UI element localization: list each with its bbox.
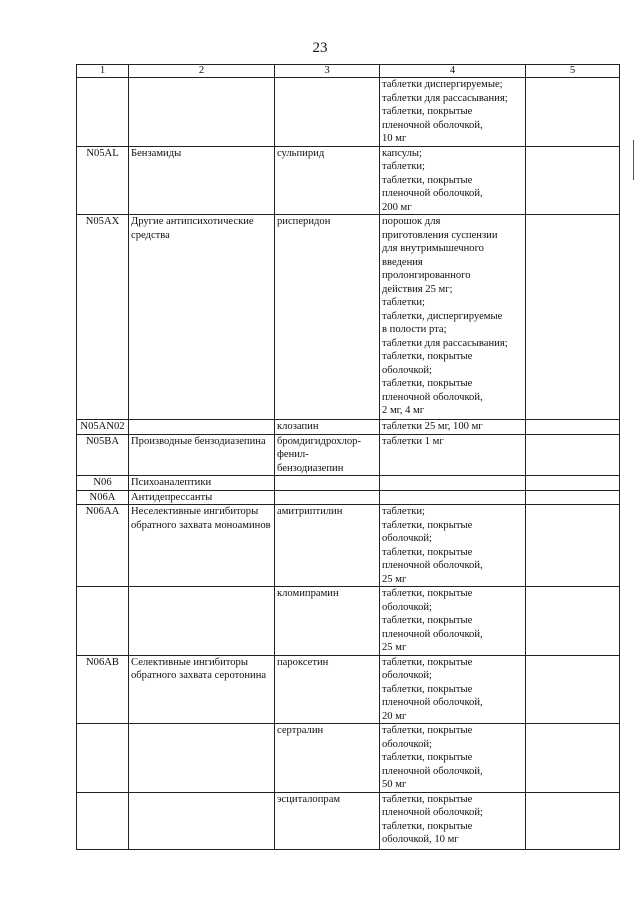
cell-note <box>526 724 620 793</box>
cell-drug-name: амитриптилин <box>275 505 380 587</box>
cell-drug-name: эсциталопрам <box>275 792 380 849</box>
cell-note <box>526 587 620 656</box>
cell-note <box>526 655 620 724</box>
cell-dosage-forms <box>380 490 526 505</box>
cell-atc-code: N06 <box>77 476 129 491</box>
cell-dosage-forms: таблетки, покрытые оболочкой; таблетки, покрытые пленочной оболочкой, 50 мг <box>380 724 526 793</box>
table-row <box>77 476 620 491</box>
cell-dosage-forms <box>380 476 526 491</box>
cell-dosage-forms: капсулы; таблетки; таблетки, покрытые пленочной оболочкой, 200 мг <box>380 146 526 215</box>
cell-dosage-forms: таблетки, покрытые пленочной оболочкой; таблетки, покрытые оболочкой, 10 мг <box>380 792 526 849</box>
cell-atc-code <box>77 792 129 849</box>
cell-note <box>526 78 620 147</box>
cell-dosage-forms: таблетки, покрытые оболочкой; таблетки, покрытые пленочной оболочкой, 20 мг <box>380 655 526 724</box>
cell-group-name: Неселективные ингибиторы обратного захвата моноаминов <box>129 505 275 587</box>
cell-atc-code: N05AX <box>77 215 129 420</box>
cell-note <box>526 505 620 587</box>
cell-atc-code: N05AL <box>77 146 129 215</box>
cell-drug-name <box>275 78 380 147</box>
cell-group-name <box>129 792 275 849</box>
cell-drug-name: кломипрамин <box>275 587 380 656</box>
cell-group-name: Антидепрессанты <box>129 490 275 505</box>
cell-atc-code <box>77 78 129 147</box>
cell-note <box>526 146 620 215</box>
cell-note <box>526 434 620 476</box>
cell-drug-name: бромдигидрохлор- фенил- бензодиазепин <box>275 434 380 476</box>
cell-drug-name <box>275 476 380 491</box>
column-header: 5 <box>526 65 620 78</box>
table-header-row <box>77 65 620 78</box>
table-row <box>77 215 620 420</box>
cell-note <box>526 476 620 491</box>
cell-dosage-forms: таблетки; таблетки, покрытые оболочкой; таблетки, покрытые пленочной оболочкой, 25 мг <box>380 505 526 587</box>
cell-atc-code <box>77 587 129 656</box>
cell-dosage-forms: порошок для приготовления суспензии для внутримышечного введения пролонгированного действия 25 мг; таблетки; таблетки, диспергируемые в полости рта; таблетки для рассасывания; таблетки, покрытые оболочкой; таблетки, покрытые пленочной оболочкой, 2 мг, 4 мг <box>380 215 526 420</box>
page-number: 23 <box>312 40 328 56</box>
cell-group-name <box>129 78 275 147</box>
table-row <box>77 724 620 793</box>
cell-atc-code: N05BA <box>77 434 129 476</box>
cell-drug-name <box>275 490 380 505</box>
cell-group-name: Бензамиды <box>129 146 275 215</box>
cell-group-name <box>129 420 275 435</box>
table-row <box>77 655 620 724</box>
table-row <box>77 505 620 587</box>
cell-drug-name: пароксетин <box>275 655 380 724</box>
cell-group-name: Селективные ингибиторы обратного захвата серотонина <box>129 655 275 724</box>
cell-drug-name: сертралин <box>275 724 380 793</box>
cell-dosage-forms: таблетки 25 мг, 100 мг <box>380 420 526 435</box>
cell-note <box>526 420 620 435</box>
table-row <box>77 587 620 656</box>
cell-atc-code <box>77 724 129 793</box>
cell-note <box>526 215 620 420</box>
cell-dosage-forms: таблетки диспергируемые; таблетки для рассасывания; таблетки, покрытые пленочной оболочкой, 10 мг <box>380 78 526 147</box>
column-header: 3 <box>275 65 380 78</box>
column-header: 1 <box>77 65 129 78</box>
cell-group-name: Психоаналептики <box>129 476 275 491</box>
table-row <box>77 792 620 849</box>
table-row <box>77 490 620 505</box>
page-edge-mark <box>633 140 634 180</box>
table-row <box>77 78 620 147</box>
cell-dosage-forms: таблетки, покрытые оболочкой; таблетки, покрытые пленочной оболочкой, 25 мг <box>380 587 526 656</box>
cell-drug-name: рисперидон <box>275 215 380 420</box>
cell-atc-code: N06AA <box>77 505 129 587</box>
table-row <box>77 434 620 476</box>
column-header: 2 <box>129 65 275 78</box>
cell-group-name <box>129 587 275 656</box>
cell-drug-name: сульпирид <box>275 146 380 215</box>
cell-atc-code: N05AN02 <box>77 420 129 435</box>
cell-dosage-forms: таблетки 1 мг <box>380 434 526 476</box>
cell-atc-code: N06AB <box>77 655 129 724</box>
cell-group-name <box>129 724 275 793</box>
cell-note <box>526 490 620 505</box>
cell-note <box>526 792 620 849</box>
cell-group-name: Производные бензодиазепина <box>129 434 275 476</box>
table-row <box>77 420 620 435</box>
cell-group-name: Другие антипсихотические средства <box>129 215 275 420</box>
cell-drug-name: клозапин <box>275 420 380 435</box>
cell-atc-code: N06A <box>77 490 129 505</box>
drug-table <box>76 64 620 850</box>
column-header: 4 <box>380 65 526 78</box>
table-row <box>77 146 620 215</box>
